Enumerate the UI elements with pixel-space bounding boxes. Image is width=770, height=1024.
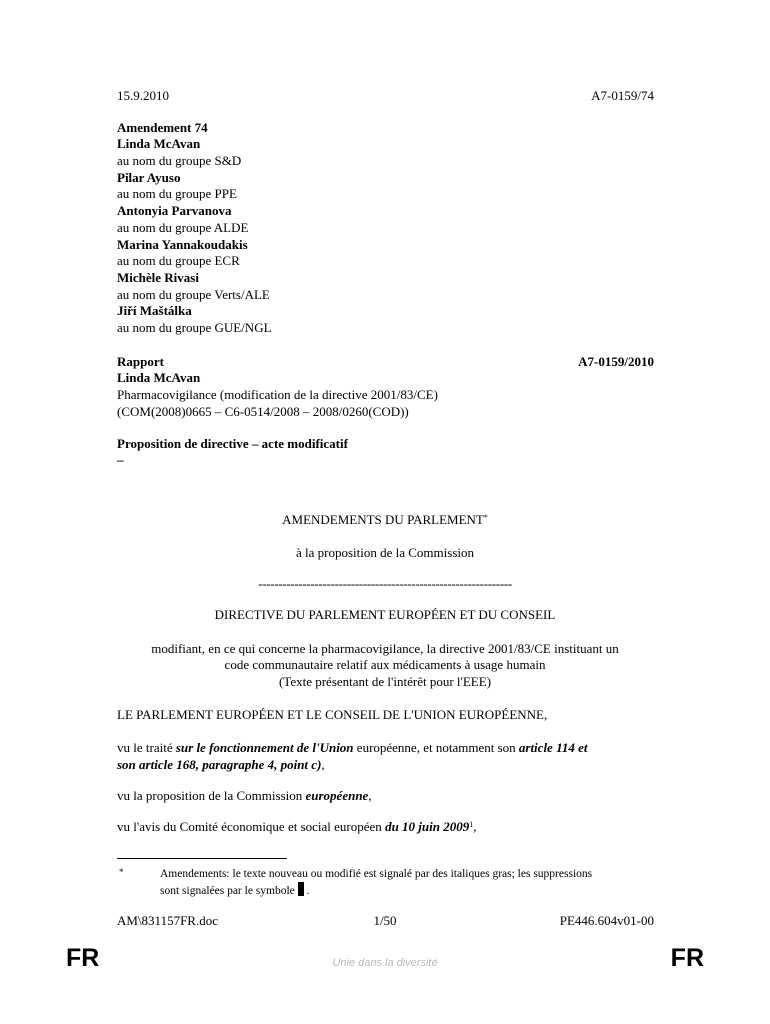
author-group: au nom du groupe GUE/NGL [117, 320, 272, 335]
citation-text: , [473, 819, 477, 834]
amendments-heading [0, 512, 770, 528]
citation-added-text: son article 168, paragraphe 4, point c) [117, 757, 322, 772]
footnote-text: sont signalées par le symbole [160, 885, 295, 897]
footnote-mark: * [119, 867, 124, 877]
author-group: au nom du groupe ALDE [117, 220, 249, 235]
author-name: Antonyia Parvanova [117, 203, 232, 218]
report-reference: A7-0159/2010 [578, 354, 654, 369]
author-group: au nom du groupe ECR [117, 253, 240, 268]
directive-subtitle-1: modifiant, en ce qui concerne la pharmacovigilance, la directive 2001/83/CE instituant un [151, 641, 619, 656]
separator-line: --------------------------------------------------------------- [258, 576, 512, 591]
citation-added-text: du 10 juin 2009 [385, 819, 470, 834]
author-group: au nom du groupe Verts/ALE [117, 287, 270, 302]
citation-text: vu l'avis du Comité économique et social européen [117, 819, 386, 834]
language-code-right: FR [670, 944, 704, 972]
citation-added-text: article 114 et [518, 740, 588, 755]
citation-text: européenne, et notamment son [353, 740, 519, 755]
author-name: Marina Yannakoudakis [117, 237, 248, 252]
report-procedure: (COM(2008)0665 – C6-0514/2008 – 2008/0260(COD)) [117, 404, 409, 419]
author-name: Jiří Maštálka [117, 303, 192, 318]
amendments-heading-text: AMENDEMENTS DU PARLEMENT [282, 512, 484, 527]
document-reference: A7-0159/74 [591, 88, 654, 103]
author-name: Michèle Rivasi [117, 270, 199, 285]
footnote-rule [117, 858, 287, 859]
footnote-line-1: Amendements: le texte nouveau ou modifié est signalé par des italiques gras; les suppressions [160, 868, 593, 880]
eea-relevance: (Texte présentant de l'intérêt pour l'EEE) [278, 674, 492, 689]
preamble-heading: LE PARLEMENT EUROPÉEN ET LE CONSEIL DE L'UNION EUROPÉENNE, [117, 707, 548, 722]
author-group: au nom du groupe S&D [117, 153, 242, 168]
citation-added-text: européenne [305, 788, 369, 803]
footnote-ref: * [483, 513, 488, 522]
report-subject: Pharmacovigilance (modification de la directive 2001/83/CE) [117, 387, 438, 402]
author-group: au nom du groupe PPE [117, 186, 237, 201]
document-date: 15.9.2010 [117, 88, 169, 103]
proposal-dash: – [117, 452, 124, 467]
proposal-label: Proposition de directive – acte modificatif [117, 436, 348, 451]
footnote-ref: 1 [469, 820, 474, 829]
author-name: Linda McAvan [117, 136, 201, 151]
deletion-symbol-icon [298, 882, 304, 896]
footer-page-number: 1/50 [373, 913, 397, 928]
citation-committee [117, 818, 657, 835]
amendment-title: Amendement 74 [117, 120, 208, 135]
citation-text: , [368, 788, 372, 803]
footer-pe-number: PE446.604v01-00 [559, 913, 654, 928]
language-code-left: FR [66, 944, 100, 972]
report-label: Rapport [117, 354, 164, 369]
footer-doc-name: AM\831157FR.doc [117, 913, 218, 928]
eu-motto: Unie dans la diversité [332, 957, 438, 969]
directive-subtitle-2: code communautaire relatif aux médicaments à usage humain [224, 657, 546, 672]
citation-commission [117, 787, 657, 804]
citation-text: vu la proposition de la Commission [117, 788, 306, 803]
rapporteur-name: Linda McAvan [117, 370, 201, 385]
footnote-line-2 [160, 882, 310, 899]
author-name: Pilar Ayuso [117, 170, 181, 185]
citation-added-text: sur le fonctionnement de l'Union [175, 740, 354, 755]
commission-proposal-line: à la proposition de la Commission [295, 545, 474, 560]
directive-title: DIRECTIVE DU PARLEMENT EUROPÉEN ET DU CONSEIL [214, 607, 556, 622]
citation-text: , [321, 757, 325, 772]
footnote-text: . [306, 885, 310, 897]
citation-treaty [117, 739, 657, 773]
citation-text: vu le traité [117, 740, 176, 755]
